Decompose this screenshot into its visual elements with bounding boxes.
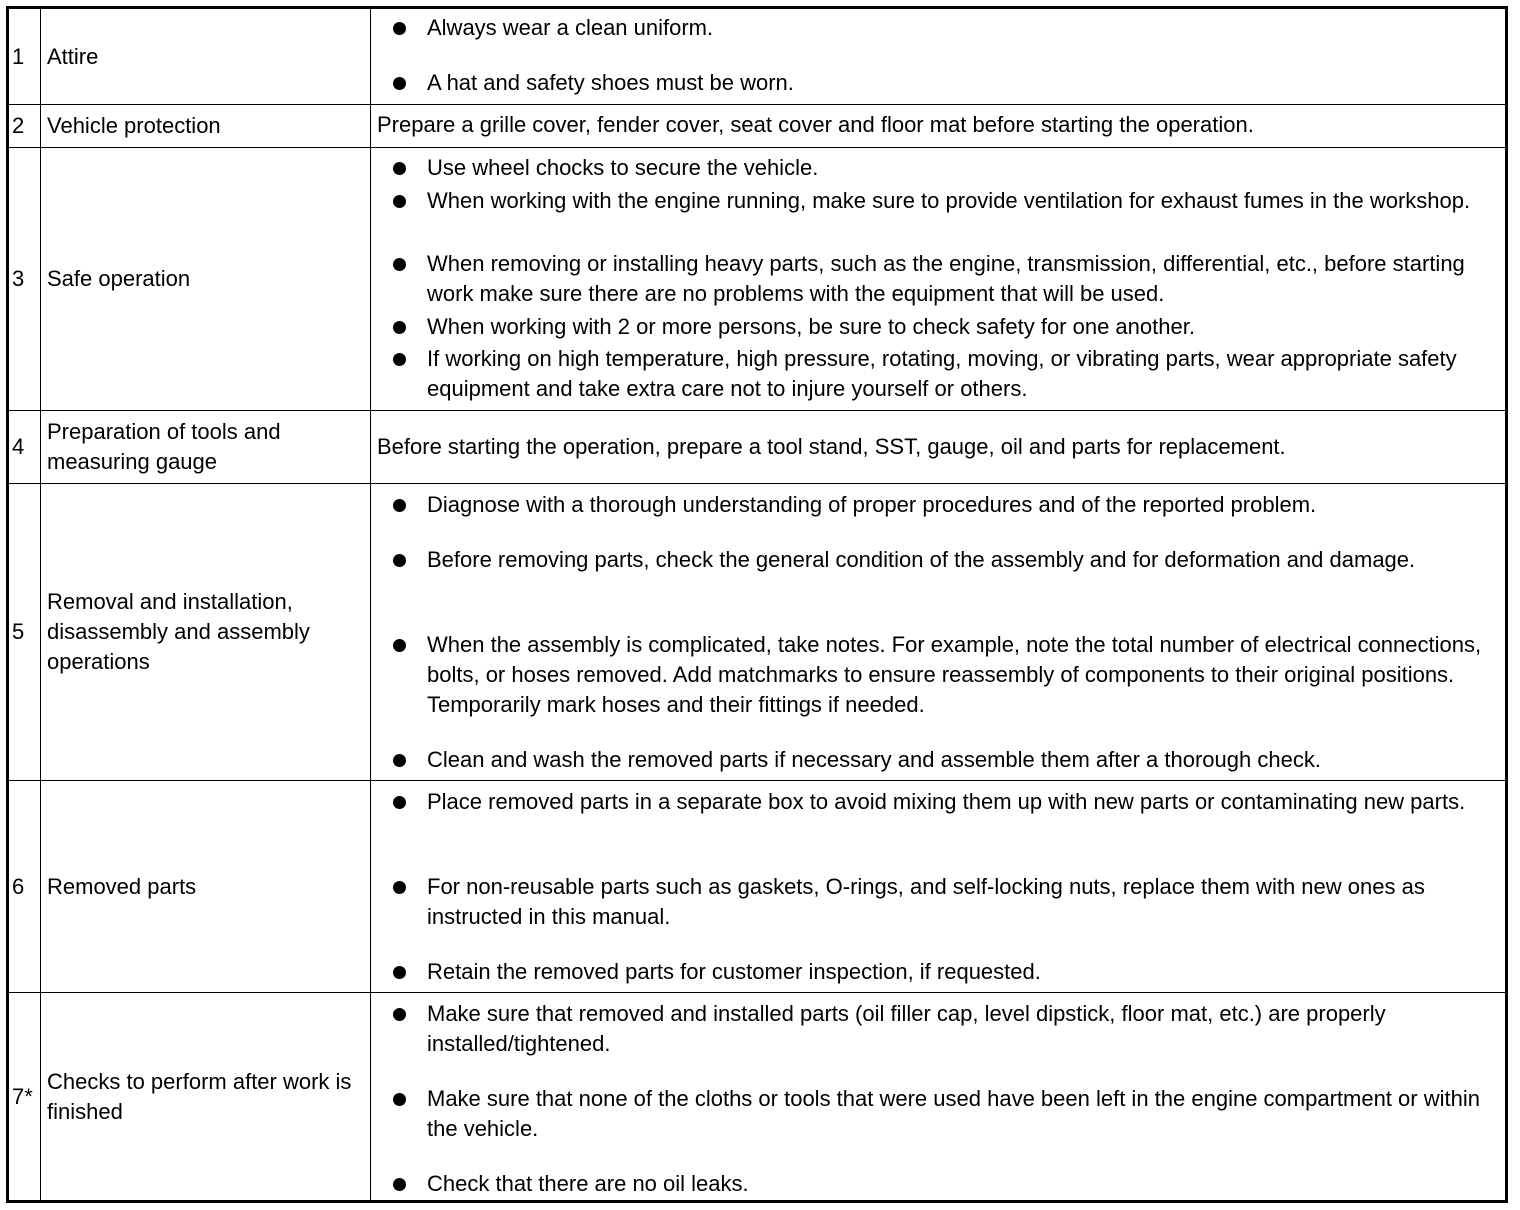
bullet-icon bbox=[393, 754, 406, 767]
table-row bbox=[9, 780, 1505, 992]
table-row bbox=[9, 992, 1505, 1200]
table-row bbox=[9, 147, 1505, 410]
list-item: When removing or installing heavy parts, such as the engine, transmission, differential, etc., before starting work make sure there are no problems with the equipment that will be used. bbox=[391, 249, 1495, 309]
bullet-icon bbox=[393, 499, 406, 512]
row-number: 5 bbox=[9, 484, 41, 780]
description-text: Prepare a grille cover, fender cover, seat cover and floor mat before starting the operation. bbox=[377, 112, 1254, 137]
item-label: Safe operation bbox=[41, 148, 371, 410]
item-label: Removal and installation, disassembly and assembly operations bbox=[41, 484, 371, 780]
item-label: Attire bbox=[41, 9, 371, 104]
list-item: When working with 2 or more persons, be sure to check safety for one another. bbox=[391, 312, 1495, 342]
list-item: Make sure that removed and installed parts (oil filler cap, level dipstick, floor mat, etc.) are properly installed/tightened. bbox=[391, 999, 1495, 1059]
list-item: Clean and wash the removed parts if necessary and assemble them after a thorough check. bbox=[391, 745, 1495, 775]
description-text: Before starting the operation, prepare a tool stand, SST, gauge, oil and parts for replacement. bbox=[377, 434, 1286, 459]
list-item: Retain the removed parts for customer inspection, if requested. bbox=[391, 957, 1495, 987]
row-number: 4 bbox=[9, 411, 41, 483]
list-item: A hat and safety shoes must be worn. bbox=[391, 68, 1495, 98]
description bbox=[371, 148, 1505, 410]
row-number: 3 bbox=[9, 148, 41, 410]
list-item: For non-reusable parts such as gaskets, O-rings, and self-locking nuts, replace them with new ones as instructed in this manual. bbox=[391, 872, 1495, 932]
item-label: Removed parts bbox=[41, 781, 371, 992]
bullet-icon bbox=[393, 258, 406, 271]
item-label: Checks to perform after work is finished bbox=[41, 993, 371, 1200]
bullet-icon bbox=[393, 796, 406, 809]
list-item: When the assembly is complicated, take notes. For example, note the total number of electrical connections, bolts, or hoses removed. Add matchmarks to ensure reassembly of components to their original positions. Temporarily mark hoses and their fittings if needed. bbox=[391, 630, 1495, 720]
description bbox=[371, 484, 1505, 780]
table-row bbox=[9, 104, 1505, 147]
list-item: If working on high temperature, high pressure, rotating, moving, or vibrating parts, wear appropriate safety equipment and take extra care not to injure yourself or others. bbox=[391, 344, 1495, 404]
description bbox=[371, 993, 1505, 1200]
description bbox=[371, 781, 1505, 992]
bullet-icon bbox=[393, 639, 406, 652]
work-precautions-table bbox=[6, 6, 1508, 1203]
list-item: Use wheel chocks to secure the vehicle. bbox=[391, 153, 1495, 183]
bullet-icon bbox=[393, 554, 406, 567]
list-item: When working with the engine running, make sure to provide ventilation for exhaust fumes in the workshop. bbox=[391, 186, 1495, 216]
bullet-icon bbox=[393, 353, 406, 366]
bullet-icon bbox=[393, 881, 406, 894]
bullet-icon bbox=[393, 321, 406, 334]
list-item: Always wear a clean uniform. bbox=[391, 13, 1495, 43]
table-row bbox=[9, 9, 1505, 104]
row-number: 7* bbox=[9, 993, 41, 1200]
row-number: 2 bbox=[9, 105, 41, 147]
bullet-icon bbox=[393, 1178, 406, 1191]
list-item: Before removing parts, check the general condition of the assembly and for deformation and damage. bbox=[391, 545, 1495, 575]
bullet-icon bbox=[393, 966, 406, 979]
row-number: 1 bbox=[9, 9, 41, 104]
bullet-icon bbox=[393, 162, 406, 175]
description bbox=[371, 9, 1505, 104]
bullet-icon bbox=[393, 22, 406, 35]
table-row bbox=[9, 483, 1505, 780]
row-number: 6 bbox=[9, 781, 41, 992]
bullet-icon bbox=[393, 1093, 406, 1106]
table-row bbox=[9, 410, 1505, 483]
list-item: Make sure that none of the cloths or tools that were used have been left in the engine compartment or within the vehicle. bbox=[391, 1084, 1495, 1144]
description bbox=[371, 105, 1505, 147]
list-item: Check that there are no oil leaks. bbox=[391, 1169, 1495, 1199]
description bbox=[371, 411, 1505, 483]
list-item: Place removed parts in a separate box to avoid mixing them up with new parts or contaminating new parts. bbox=[391, 787, 1495, 817]
item-label: Preparation of tools and measuring gauge bbox=[41, 411, 371, 483]
bullet-icon bbox=[393, 1008, 406, 1021]
list-item: Diagnose with a thorough understanding of proper procedures and of the reported problem. bbox=[391, 490, 1495, 520]
item-label: Vehicle protection bbox=[41, 105, 371, 147]
bullet-icon bbox=[393, 195, 406, 208]
bullet-icon bbox=[393, 77, 406, 90]
